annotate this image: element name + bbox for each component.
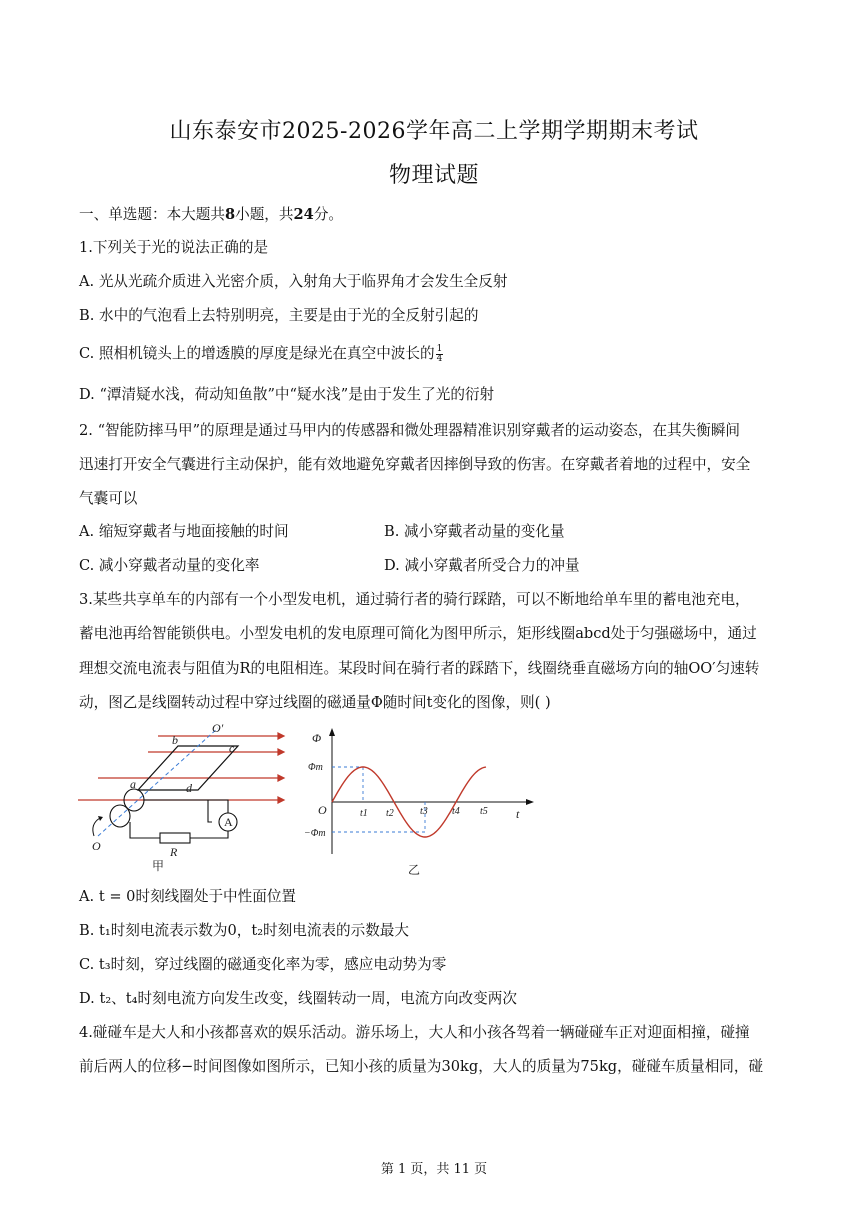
caption-yi: 乙 [408, 863, 421, 877]
q2-options-row2 [79, 556, 799, 576]
section-heading-suffix: 分。 [313, 206, 344, 223]
label-t4: t4 [452, 806, 460, 817]
q2-option-c: C. 减小穿戴者动量的变化率 [79, 557, 260, 574]
label-origin: O [318, 803, 327, 817]
circuit-wires [130, 800, 228, 838]
axis-label-phi: Φ [312, 731, 322, 745]
magnetic-field-lines [78, 733, 284, 803]
q3-option-b: B. t₁时刻电流表示数为0，t₂时刻电流表的示数最大 [79, 922, 410, 939]
q2-option-b: B. 减小穿戴者动量的变化量 [384, 523, 565, 540]
q1-option-c-text: C. 照相机镜头上的增透膜的厚度是绿光在真空中波长的 [79, 345, 435, 362]
page-footer: 第 1 页，共 11 页 [380, 1162, 488, 1177]
label-t1: t1 [360, 808, 368, 819]
q3-stem-line3: 理想交流电流表与阻值为R的电阻相连。某段时间在骑行者的踩踏下，线圈绕垂直磁场方向的轴OO′匀速转 [79, 660, 760, 677]
q3-stem-line4: 动，图乙是线圈转动过程中穿过线圈的磁通量Φ随时间t变化的图像，则( ) [79, 694, 551, 711]
label-t2: t2 [386, 808, 394, 819]
q3-option-d: D. t₂、t₄时刻电流方向发生改变，线圈转动一周，电流方向改变两次 [79, 990, 517, 1007]
section-heading-mid: 小题，共 [235, 206, 294, 223]
section-score: 24 [293, 206, 314, 223]
rotation-axis [98, 728, 218, 836]
q2-option-d: D. 减小穿戴者所受合力的冲量 [384, 557, 580, 574]
axis-label-t: t [516, 807, 520, 821]
q1-option-c [79, 344, 799, 364]
fraction-numerator: 1 [436, 343, 443, 354]
fraction-denominator: 4 [436, 353, 443, 364]
label-a: a [130, 777, 136, 791]
generator-diagram [78, 718, 298, 876]
q4-stem-line2: 前后两人的位移−时间图像如图所示，已知小孩的质量为30kg，大人的质量为75kg，碰碰车质量相同，碰 [79, 1058, 764, 1075]
label-neg-phi-m: −Φm [304, 828, 326, 839]
section-heading [79, 205, 799, 225]
flux-time-graph [304, 724, 540, 878]
label-t5: t5 [480, 806, 488, 817]
q1-option-b: B. 水中的气泡看上去特别明亮，主要是由于光的全反射引起的 [79, 307, 479, 324]
label-c: c [229, 741, 235, 755]
label-R: R [170, 845, 178, 859]
q2-stem-line2: 迅速打开安全气囊进行主动保护，能有效地避免穿戴者因摔倒导致的伤害。在穿戴者着地的过程中，安全 [79, 456, 751, 473]
q1-option-a: A. 光从光疏介质进入光密介质，入射角大于临界角才会发生全反射 [79, 273, 508, 290]
label-O: O [92, 839, 101, 853]
resistor-R [160, 833, 190, 843]
q2-options-row1 [79, 522, 799, 542]
q2-stem-line3: 气囊可以 [79, 490, 138, 507]
q1-stem: 1.下列关于光的说法正确的是 [79, 239, 269, 256]
question-count: 8 [224, 206, 236, 223]
label-b: b [172, 733, 178, 747]
q3-stem-line1: 3.某些共享单车的内部有一个小型发电机，通过骑行者的骑行踩踏，可以不断地给单车里的蓄电池充电， [79, 591, 750, 608]
caption-jia: 甲 [152, 859, 165, 873]
q4-stem-line1: 4.碰碰车是大人和小孩都喜欢的娱乐活动。游乐场上，大人和小孩各驾着一辆碰碰车正对迎面相撞，碰撞 [79, 1024, 750, 1041]
x-axis-arrow [526, 799, 534, 805]
exam-title: 山东泰安市2025-2026学年高二上学期学期期末考试 [169, 119, 699, 144]
q1-option-d: D. “潭清疑水浅，荷动知鱼散”中“疑水浅”是由于发生了光的衍射 [79, 386, 495, 403]
label-d: d [186, 781, 192, 795]
exam-subtitle: 物理试题 [388, 163, 479, 188]
y-axis-arrow [329, 728, 335, 736]
label-t3: t3 [420, 806, 428, 817]
label-phi-m: Φm [308, 762, 323, 773]
q2-stem-line1: 2. “智能防摔马甲”的原理是通过马甲内的传感器和微处理器精准识别穿戴者的运动姿态，在其失衡瞬间 [79, 422, 741, 439]
section-heading-prefix: 一、单选题：本大题共 [79, 206, 225, 223]
q2-option-a: A. 缩短穿戴者与地面接触的时间 [79, 523, 289, 540]
rotation-arrow [93, 818, 100, 836]
label-O-prime: O′ [212, 721, 224, 735]
fraction [436, 345, 444, 364]
q3-option-c: C. t₃时刻，穿过线圈的磁通变化率为零，感应电动势为零 [79, 956, 447, 973]
q3-option-a: A. t = 0时刻线圈处于中性面位置 [79, 888, 297, 905]
ammeter-symbol: A [224, 815, 233, 829]
q3-stem-line2: 蓄电池再给智能锁供电。小型发电机的发电原理可简化为图甲所示，矩形线圈abcd处于匀强磁场中，通过 [79, 625, 757, 642]
